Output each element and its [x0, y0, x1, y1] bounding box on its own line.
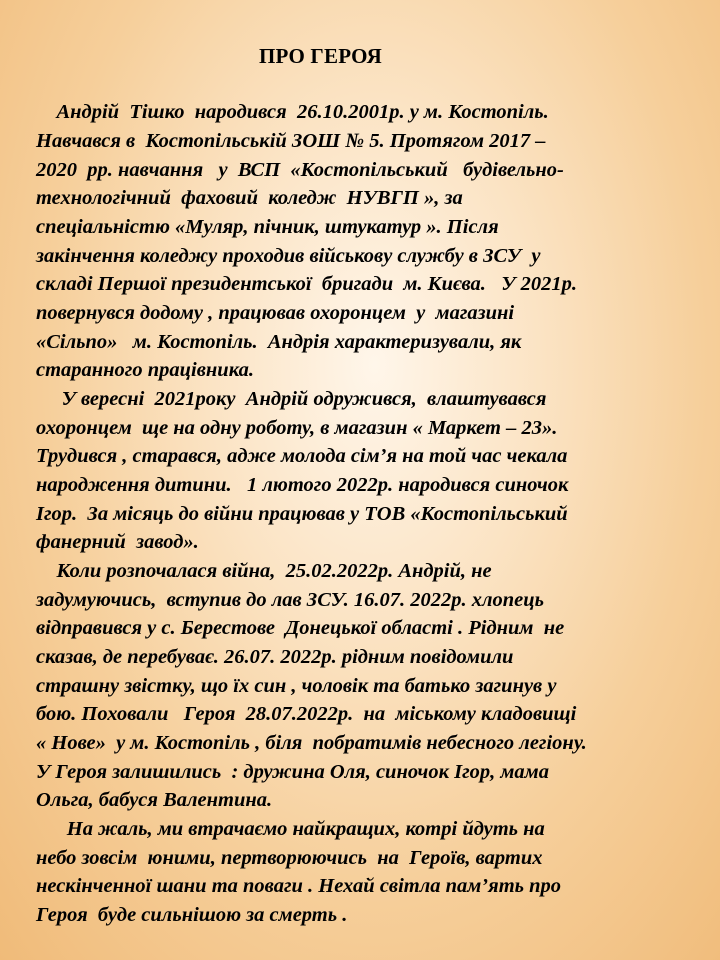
- text-line: небо зовсім юними, пертворюючись на Героїв, вартих: [36, 847, 543, 869]
- text-line: 2020 рр. навчання у ВСП «Костопільський будівельно-: [36, 159, 564, 181]
- text-line: Трудився , старався, адже молода сім’я на той час чекала: [36, 445, 568, 467]
- text-line: Ольга, бабуся Валентина.: [36, 789, 273, 811]
- text-line: нескінченної шани та поваги . Нехай світла пам’ять про: [36, 875, 562, 897]
- text-line: технологічний фаховий коледж НУВГП », за: [36, 187, 463, 209]
- text-line: складі Першої президентської бригади м. Києва. У 2021р.: [36, 273, 578, 295]
- text-line: задумуючись, вступив до лав ЗСУ. 16.07. 2022р. хлопець: [36, 589, 545, 611]
- text-line: страшну звістку, що їх син , чоловік та батько загинув у: [36, 675, 557, 697]
- text-line: У вересні 2021року Андрій одружився, влаштувався: [36, 388, 547, 410]
- text-line: охоронцем ще на одну роботу, в магазин « Маркет – 23».: [36, 417, 558, 439]
- text-line: Героя буде сильнішою за смерть .: [36, 904, 348, 926]
- text-line: «Сільпо» м. Костопіль. Андрія характеризували, як: [36, 331, 522, 353]
- text-line: сказав, де перебуває. 26.07. 2022р. рідним повідомили: [36, 646, 514, 668]
- text-line: закінчення коледжу проходив військову службу в ЗСУ у: [36, 245, 541, 267]
- text-line: Ігор. За місяць до війни працював у ТОВ «Костопільський: [36, 503, 568, 525]
- text-line: повернувся додому , працював охоронцем у магазині: [36, 302, 515, 324]
- text-line: Навчався в Костопільській ЗОШ № 5. Протягом 2017 –: [36, 130, 546, 152]
- text-line: « Нове» у м. Костопіль , біля побратимів небесного легіону.: [36, 732, 587, 754]
- text-line: У Героя залишились : дружина Оля, синочок Ігор, мама: [36, 761, 549, 783]
- text-line: народження дитини. 1 лютого 2022р. народився синочок: [36, 474, 569, 496]
- text-line: відправився у с. Берестове Донецької області . Рідним не: [36, 617, 565, 639]
- text-line: старанного працівника.: [36, 359, 254, 381]
- page-title: ПРО ГЕРОЯ: [259, 44, 382, 68]
- text-line: спеціальністю «Муляр, пічник, штукатур ». Після: [36, 216, 499, 238]
- text-line: Коли розпочалася війна, 25.02.2022р. Андрій, не: [36, 560, 492, 582]
- text-line: Андрій Тішко народився 26.10.2001р. у м. Костопіль.: [36, 101, 549, 123]
- text-line: фанерний завод».: [36, 531, 199, 553]
- text-line: бою. Поховали Героя 28.07.2022р. на міському кладовищі: [36, 703, 577, 725]
- text-line: На жаль, ми втрачаємо найкращих, котрі йдуть на: [36, 818, 545, 840]
